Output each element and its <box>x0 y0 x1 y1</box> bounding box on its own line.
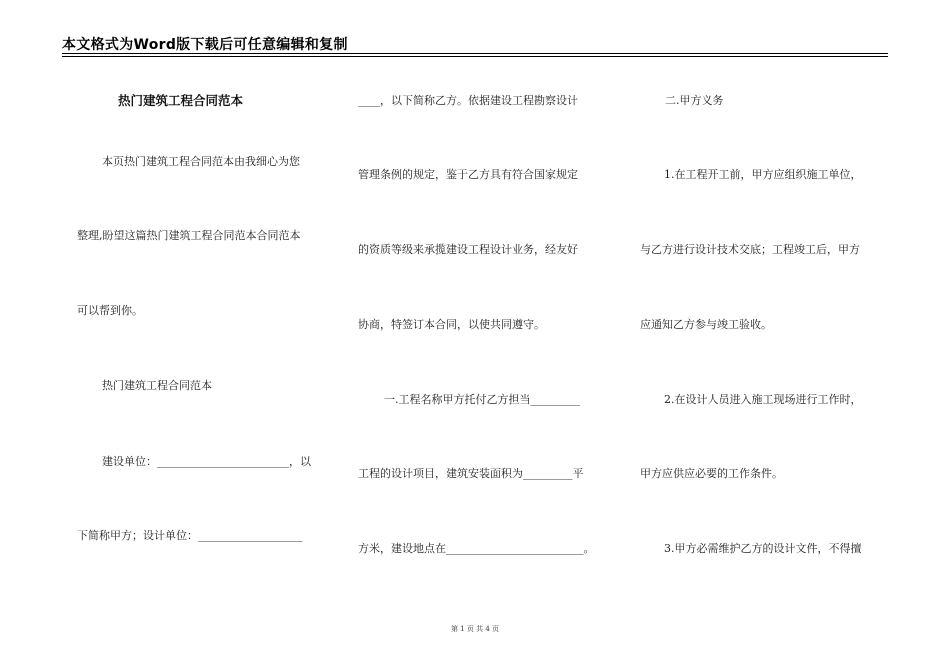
paragraph-line: 可以帮到你。 <box>77 304 143 317</box>
paragraph-line: 建设单位：________________________，以 <box>102 455 311 468</box>
paragraph-line: 1.在工程开工前，甲方应组织施工单位， <box>664 168 862 181</box>
paragraph-line: 甲方应供应必要的工作条件。 <box>640 467 783 480</box>
section-heading: 一.工程名称甲方托付乙方担当_________ <box>384 393 580 406</box>
paragraph-line: 3.甲方必需维护乙方的设计文件，不得擅 <box>664 542 862 555</box>
paragraph-line: 工程的设计项目，建筑安装面积为_________平 <box>358 467 584 480</box>
paragraph-line: 方米，建设地点在_________________________。 <box>358 542 595 555</box>
header-rule-bottom <box>62 56 888 57</box>
paragraph-line: ____，以下简称乙方。依据建设工程勘察设计 <box>358 94 578 107</box>
header-rule-top <box>62 53 888 54</box>
document-title: 热门建筑工程合同范本 <box>118 93 244 108</box>
paragraph-line: 管理条例的规定，鉴于乙方具有符合国家规定 <box>358 168 578 181</box>
paragraph-line: 下简称甲方；设计单位：___________________ <box>77 529 303 542</box>
page-number: 第 1 页 共 4 页 <box>450 625 500 633</box>
paragraph-line: 应通知乙方参与竣工验收。 <box>640 318 772 331</box>
paragraph-line: 2.在设计人员进入施工现场进行工作时， <box>664 393 862 406</box>
paragraph-line: 本页热门建筑工程合同范本由我细心为您 <box>102 155 300 168</box>
paragraph-line: 与乙方进行设计技术交底；工程竣工后，甲方 <box>640 243 860 256</box>
paragraph-line: 整理,盼望这篇热门建筑工程合同范本合同范本 <box>77 229 301 242</box>
document-banner: 本文格式为Word版下载后可任意编辑和复制 <box>62 37 348 53</box>
section-heading: 二.甲方义务 <box>665 94 724 107</box>
section-heading: 热门建筑工程合同范本 <box>102 379 212 392</box>
paragraph-line: 的资质等级来承揽建设工程设计业务，经友好 <box>358 243 578 256</box>
paragraph-line: 协商，特签订本合同，以使共同遵守。 <box>358 318 545 331</box>
